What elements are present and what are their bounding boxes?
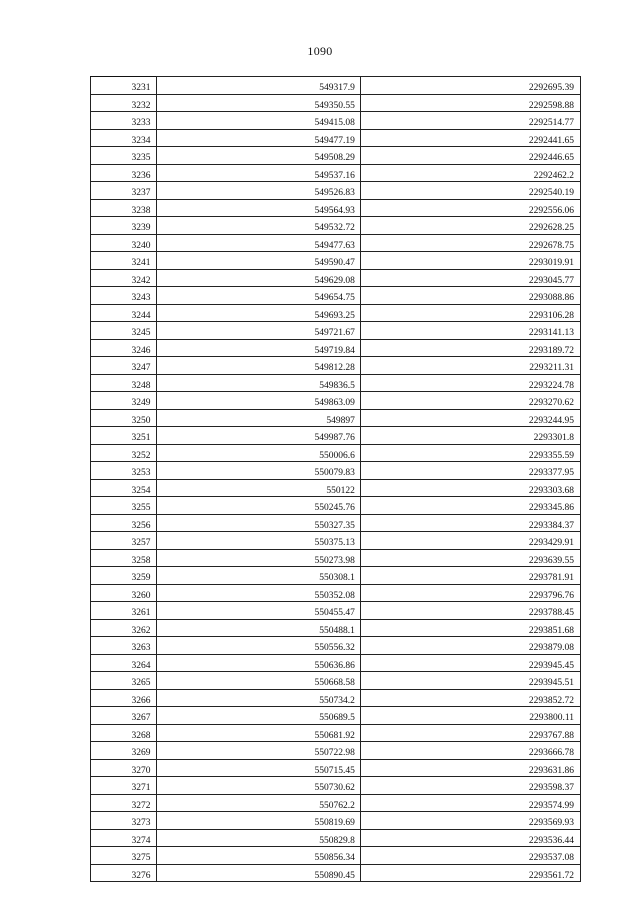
y-coordinate-cell: 2293377.95	[360, 462, 580, 480]
point-id-cell: 3243	[91, 287, 157, 305]
point-id-cell: 3233	[91, 112, 157, 130]
table-row	[91, 304, 581, 322]
x-coordinate-cell: 550681.92	[157, 724, 360, 742]
point-id-cell: 3274	[91, 829, 157, 847]
table-row	[91, 269, 581, 287]
point-id-cell: 3248	[91, 374, 157, 392]
x-coordinate-cell: 550890.45	[157, 864, 360, 882]
point-id-cell: 3265	[91, 672, 157, 690]
y-coordinate-cell: 2293879.08	[360, 637, 580, 655]
table-row	[91, 374, 581, 392]
table-row	[91, 759, 581, 777]
table-row	[91, 217, 581, 235]
x-coordinate-cell: 549477.63	[157, 234, 360, 252]
y-coordinate-cell: 2293800.11	[360, 707, 580, 725]
table-row	[91, 654, 581, 672]
point-id-cell: 3262	[91, 619, 157, 637]
table-row	[91, 462, 581, 480]
point-id-cell: 3245	[91, 322, 157, 340]
x-coordinate-cell: 549590.47	[157, 252, 360, 270]
point-id-cell: 3258	[91, 549, 157, 567]
y-coordinate-cell: 2293639.55	[360, 549, 580, 567]
point-id-cell: 3231	[91, 77, 157, 95]
point-id-cell: 3235	[91, 147, 157, 165]
point-id-cell: 3268	[91, 724, 157, 742]
table-row	[91, 182, 581, 200]
table-row	[91, 479, 581, 497]
y-coordinate-cell: 2292598.88	[360, 94, 580, 112]
point-id-cell: 3269	[91, 742, 157, 760]
point-id-cell: 3275	[91, 847, 157, 865]
table-row	[91, 777, 581, 795]
y-coordinate-cell: 2292514.77	[360, 112, 580, 130]
y-coordinate-cell: 2293945.45	[360, 654, 580, 672]
table-row	[91, 129, 581, 147]
x-coordinate-cell: 549897	[157, 409, 360, 427]
table-row	[91, 392, 581, 410]
y-coordinate-cell: 2292695.39	[360, 77, 580, 95]
point-id-cell: 3276	[91, 864, 157, 882]
table-row	[91, 147, 581, 165]
point-id-cell: 3238	[91, 199, 157, 217]
table-row	[91, 444, 581, 462]
y-coordinate-cell: 2293224.78	[360, 374, 580, 392]
y-coordinate-cell: 2293574.99	[360, 794, 580, 812]
point-id-cell: 3240	[91, 234, 157, 252]
table-row	[91, 164, 581, 182]
y-coordinate-cell: 2293561.72	[360, 864, 580, 882]
x-coordinate-cell: 549721.67	[157, 322, 360, 340]
x-coordinate-cell: 549812.28	[157, 357, 360, 375]
point-id-cell: 3247	[91, 357, 157, 375]
y-coordinate-cell: 2293851.68	[360, 619, 580, 637]
point-id-cell: 3266	[91, 689, 157, 707]
table-row	[91, 199, 581, 217]
x-coordinate-cell: 550352.08	[157, 584, 360, 602]
y-coordinate-cell: 2293796.76	[360, 584, 580, 602]
table-row	[91, 829, 581, 847]
table-row	[91, 794, 581, 812]
x-coordinate-cell: 550722.98	[157, 742, 360, 760]
x-coordinate-cell: 550715.45	[157, 759, 360, 777]
x-coordinate-cell: 550488.1	[157, 619, 360, 637]
table-row	[91, 637, 581, 655]
y-coordinate-cell: 2293536.44	[360, 829, 580, 847]
x-coordinate-cell: 550327.35	[157, 514, 360, 532]
x-coordinate-cell: 549508.29	[157, 147, 360, 165]
table-row	[91, 707, 581, 725]
table-row	[91, 409, 581, 427]
table-row	[91, 77, 581, 95]
x-coordinate-cell: 549564.93	[157, 199, 360, 217]
x-coordinate-cell: 550079.83	[157, 462, 360, 480]
x-coordinate-cell: 549863.09	[157, 392, 360, 410]
coordinate-table-body	[91, 77, 581, 882]
x-coordinate-cell: 550762.2	[157, 794, 360, 812]
table-row	[91, 742, 581, 760]
point-id-cell: 3253	[91, 462, 157, 480]
y-coordinate-cell: 2293945.51	[360, 672, 580, 690]
point-id-cell: 3272	[91, 794, 157, 812]
table-row	[91, 427, 581, 445]
x-coordinate-cell: 550856.34	[157, 847, 360, 865]
point-id-cell: 3251	[91, 427, 157, 445]
table-row	[91, 619, 581, 637]
x-coordinate-cell: 550734.2	[157, 689, 360, 707]
table-row	[91, 864, 581, 882]
table-row	[91, 287, 581, 305]
x-coordinate-cell: 550455.47	[157, 602, 360, 620]
x-coordinate-cell: 550006.6	[157, 444, 360, 462]
table-row	[91, 322, 581, 340]
x-coordinate-cell: 549350.55	[157, 94, 360, 112]
y-coordinate-cell: 2293666.78	[360, 742, 580, 760]
table-row	[91, 549, 581, 567]
y-coordinate-cell: 2293088.86	[360, 287, 580, 305]
y-coordinate-cell: 2292540.19	[360, 182, 580, 200]
y-coordinate-cell: 2293537.08	[360, 847, 580, 865]
x-coordinate-cell: 549693.25	[157, 304, 360, 322]
x-coordinate-cell: 549654.75	[157, 287, 360, 305]
x-coordinate-cell: 549537.16	[157, 164, 360, 182]
point-id-cell: 3232	[91, 94, 157, 112]
y-coordinate-cell: 2293598.37	[360, 777, 580, 795]
x-coordinate-cell: 549526.83	[157, 182, 360, 200]
y-coordinate-cell: 2293631.86	[360, 759, 580, 777]
y-coordinate-cell: 2292462.2	[360, 164, 580, 182]
y-coordinate-cell: 2292441.65	[360, 129, 580, 147]
page-number: 1090	[307, 44, 333, 58]
x-coordinate-cell: 550819.69	[157, 812, 360, 830]
point-id-cell: 3270	[91, 759, 157, 777]
point-id-cell: 3234	[91, 129, 157, 147]
point-id-cell: 3246	[91, 339, 157, 357]
point-id-cell: 3260	[91, 584, 157, 602]
point-id-cell: 3271	[91, 777, 157, 795]
y-coordinate-cell: 2293303.68	[360, 479, 580, 497]
x-coordinate-cell: 549532.72	[157, 217, 360, 235]
y-coordinate-cell: 2293019.91	[360, 252, 580, 270]
x-coordinate-cell: 550636.86	[157, 654, 360, 672]
x-coordinate-cell: 550689.5	[157, 707, 360, 725]
y-coordinate-cell: 2293788.45	[360, 602, 580, 620]
y-coordinate-cell: 2293345.86	[360, 497, 580, 515]
x-coordinate-cell: 549477.19	[157, 129, 360, 147]
point-id-cell: 3242	[91, 269, 157, 287]
point-id-cell: 3263	[91, 637, 157, 655]
x-coordinate-cell: 550122	[157, 479, 360, 497]
point-id-cell: 3257	[91, 532, 157, 550]
x-coordinate-cell: 550245.76	[157, 497, 360, 515]
x-coordinate-cell: 549415.08	[157, 112, 360, 130]
x-coordinate-cell: 550668.58	[157, 672, 360, 690]
point-id-cell: 3249	[91, 392, 157, 410]
x-coordinate-cell: 550829.8	[157, 829, 360, 847]
table-row	[91, 812, 581, 830]
y-coordinate-cell: 2293211.31	[360, 357, 580, 375]
y-coordinate-cell: 2292556.06	[360, 199, 580, 217]
coordinate-table	[90, 76, 581, 882]
y-coordinate-cell: 2293270.62	[360, 392, 580, 410]
y-coordinate-cell: 2293852.72	[360, 689, 580, 707]
y-coordinate-cell: 2292446.65	[360, 147, 580, 165]
y-coordinate-cell: 2293384.37	[360, 514, 580, 532]
x-coordinate-cell: 550730.62	[157, 777, 360, 795]
table-row	[91, 567, 581, 585]
point-id-cell: 3264	[91, 654, 157, 672]
point-id-cell: 3259	[91, 567, 157, 585]
point-id-cell: 3255	[91, 497, 157, 515]
x-coordinate-cell: 550308.1	[157, 567, 360, 585]
y-coordinate-cell: 2293189.72	[360, 339, 580, 357]
table-row	[91, 689, 581, 707]
table-row	[91, 672, 581, 690]
point-id-cell: 3256	[91, 514, 157, 532]
table-row	[91, 847, 581, 865]
y-coordinate-cell: 2292678.75	[360, 234, 580, 252]
point-id-cell: 3250	[91, 409, 157, 427]
y-coordinate-cell: 2293781.91	[360, 567, 580, 585]
point-id-cell: 3261	[91, 602, 157, 620]
point-id-cell: 3252	[91, 444, 157, 462]
table-row	[91, 532, 581, 550]
x-coordinate-cell: 549629.08	[157, 269, 360, 287]
y-coordinate-cell: 2293141.13	[360, 322, 580, 340]
x-coordinate-cell: 550556.32	[157, 637, 360, 655]
point-id-cell: 3273	[91, 812, 157, 830]
y-coordinate-cell: 2293301.8	[360, 427, 580, 445]
x-coordinate-cell: 550273.98	[157, 549, 360, 567]
table-row	[91, 252, 581, 270]
x-coordinate-cell: 549836.5	[157, 374, 360, 392]
y-coordinate-cell: 2293106.28	[360, 304, 580, 322]
x-coordinate-cell: 549719.84	[157, 339, 360, 357]
y-coordinate-cell: 2292628.25	[360, 217, 580, 235]
x-coordinate-cell: 550375.13	[157, 532, 360, 550]
table-row	[91, 514, 581, 532]
y-coordinate-cell: 2293429.91	[360, 532, 580, 550]
y-coordinate-cell: 2293045.77	[360, 269, 580, 287]
table-row	[91, 357, 581, 375]
x-coordinate-cell: 549317.9	[157, 77, 360, 95]
table-row	[91, 602, 581, 620]
point-id-cell: 3239	[91, 217, 157, 235]
table-row	[91, 497, 581, 515]
x-coordinate-cell: 549987.76	[157, 427, 360, 445]
y-coordinate-cell: 2293244.95	[360, 409, 580, 427]
table-row	[91, 584, 581, 602]
point-id-cell: 3254	[91, 479, 157, 497]
y-coordinate-cell: 2293355.59	[360, 444, 580, 462]
point-id-cell: 3236	[91, 164, 157, 182]
point-id-cell: 3237	[91, 182, 157, 200]
table-row	[91, 234, 581, 252]
point-id-cell: 3244	[91, 304, 157, 322]
table-row	[91, 112, 581, 130]
y-coordinate-cell: 2293767.88	[360, 724, 580, 742]
table-row	[91, 724, 581, 742]
y-coordinate-cell: 2293569.93	[360, 812, 580, 830]
point-id-cell: 3267	[91, 707, 157, 725]
point-id-cell: 3241	[91, 252, 157, 270]
table-row	[91, 339, 581, 357]
table-row	[91, 94, 581, 112]
